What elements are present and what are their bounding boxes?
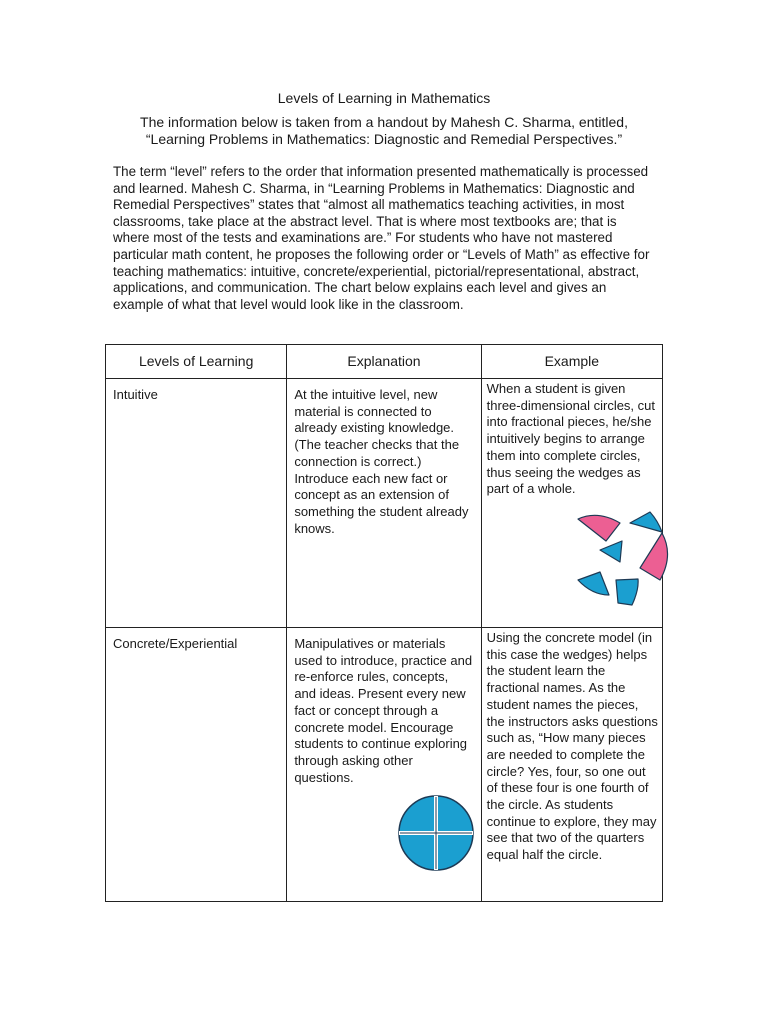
level-name: Intuitive [106, 379, 287, 628]
pink-wedge-piece [578, 515, 620, 541]
intro-paragraph: The term “level” refers to the order that information presented mathematically is processed and learned. Mahesh C. Sharma, in “Learning Problems in Mathematics: Diagnostic and Remedial Perspectives” states that “almost all mathematics teaching activities, in most classrooms, take place at the abstract level. That is where most textbooks are; that is where most of the tests and examinations are.” For students who have not mastered particular math content, he proposes the following order or “Levels of Math” as effective for teaching mathematics: intuitive, concrete/experiential, pictorial/representational, abstract, applications, and communication. The chart below explains each level and gives an example of what that level would look like in the classroom. [113, 164, 650, 312]
header-explanation: Explanation [287, 345, 481, 379]
source-note [0, 114, 768, 148]
table-header-row [106, 345, 663, 379]
pink-wedge-piece [640, 533, 668, 580]
header-example: Example [481, 345, 662, 379]
blue-wedge-piece [630, 512, 662, 532]
level-example: Using the concrete model (in this case the wedges) helps the student learn the fractional names. As the student names the pieces, the instructors asks questions such as, “How many pieces are needed to complete the circle? Yes, four, so one out of these four is one fourth of the circle. As students continue to explore, they may see that two of the quarters equal half the circle. [481, 628, 662, 902]
level-example-cell [481, 379, 662, 628]
quartered-circle-illustration [396, 793, 476, 873]
scattered-fraction-wedges-illustration [576, 510, 671, 608]
source-note-line-2: “Learning Problems in Mathematics: Diagnostic and Remedial Perspectives.” [145, 131, 623, 147]
level-explanation: At the intuitive level, new material is connected to already existing knowledge. (The teacher checks that the connection is correct.) Introduce each new fact or concept as an extension of something the student already knows. [287, 379, 481, 628]
level-example: When a student is given three-dimensional circles, cut into fractional pieces, he/she intuitively begins to arrange them into complete circles, thus seeing the wedges as part of a whole. [486, 381, 656, 497]
source-note-line-1: The information below is taken from a handout by Mahesh C. Sharma, entitled, [140, 114, 628, 130]
blue-wedge-piece [600, 541, 622, 562]
levels-table [105, 344, 663, 902]
table-row [106, 379, 663, 628]
header-levels-of-learning: Levels of Learning [106, 345, 287, 379]
level-name: Concrete/Experiential [106, 628, 287, 902]
blue-wedge-piece [616, 579, 638, 605]
blue-wedge-piece [578, 572, 609, 595]
level-explanation: Manipulatives or materials used to introduce, practice and re-enforce rules, concepts, and ideas. Present every new fact or concept through a concrete model. Encourage students to continue exploring through asking other questions. [287, 628, 481, 902]
table-row [106, 628, 663, 902]
page-title: Levels of Learning in Mathematics [277, 90, 491, 106]
